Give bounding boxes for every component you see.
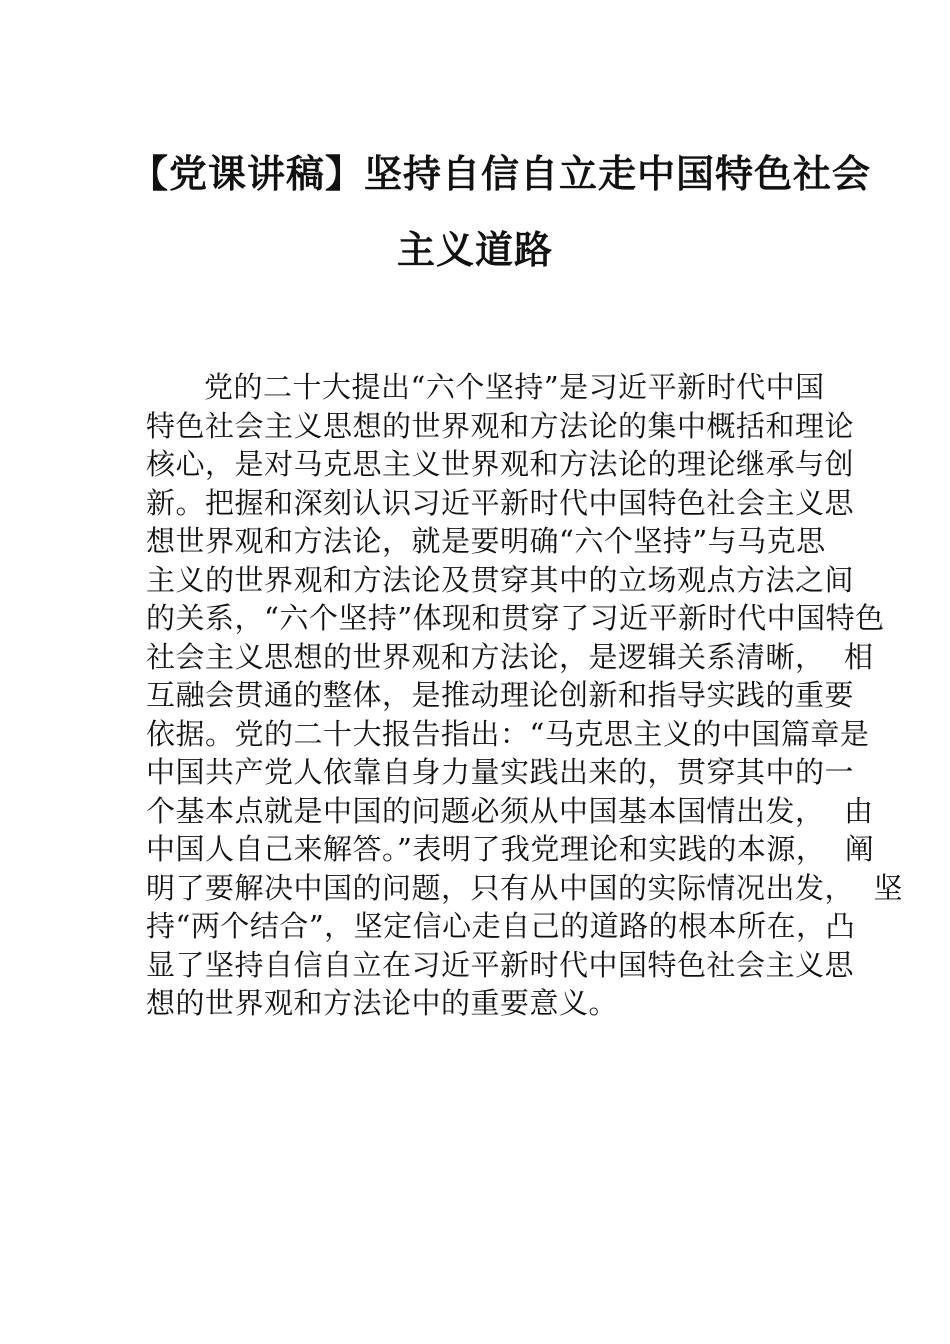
paragraph-line: 中国人自己来解答。”表明了我党理论和实践的本源， 阐 [146,832,875,866]
paragraph-line: 的关系，“六个坚持”体现和贯穿了习近平新时代中国特色 [146,601,885,635]
paragraph-line: 中国共产党人依靠自身力量实践出来的，贯穿其中的一 [146,755,855,789]
paragraph-line: 依据。党的二十大报告指出：“马克思主义的中国篇章是 [146,716,870,751]
paragraph-line: 社会主义思想的世界观和方法论，是逻辑关系清晰， 相 [146,639,874,674]
paragraph-line: 新。把握和深刻认识习近平新时代中国特色社会主义思 [146,485,855,520]
paragraph-line: 明了要解决中国的问题，只有从中国的实际情况出发， 坚 [146,870,903,905]
document-title-line-2: 主义道路 [396,228,553,272]
paragraph-line: 互融会贯通的整体，是推动理论创新和指导实践的重要 [146,678,855,712]
paragraph-line: 显了坚持自信自立在习近平新时代中国特色社会主义思 [146,947,855,982]
paragraph-line: 个基本点就是中国的问题必须从中国基本国情出发， 由 [146,793,874,828]
document-title-line-1: 【党课讲稿】坚持自信自立走中国特色社会 [130,152,872,196]
paragraph-line: 想的世界观和方法论中的重要意义。 [146,986,619,1020]
paragraph-line: 特色社会主义思想的世界观和方法论的集中概括和理论 [146,408,855,443]
paragraph-line: 主义的世界观和方法论及贯穿其中的立场观点方法之间 [146,562,855,597]
paragraph-line: 想世界观和方法论，就是要明确“六个坚持”与马克思 [146,524,826,558]
paragraph-line: 持“两个结合”，坚定信心走自己的道路的根本所在，凸 [146,909,856,943]
paragraph-line: 核心，是对马克思主义世界观和方法论的理论继承与创 [146,447,855,481]
body-paragraph [146,368,903,1023]
paragraph-line: 党的二十大提出“六个坚持”是习近平新时代中国 [204,370,825,404]
